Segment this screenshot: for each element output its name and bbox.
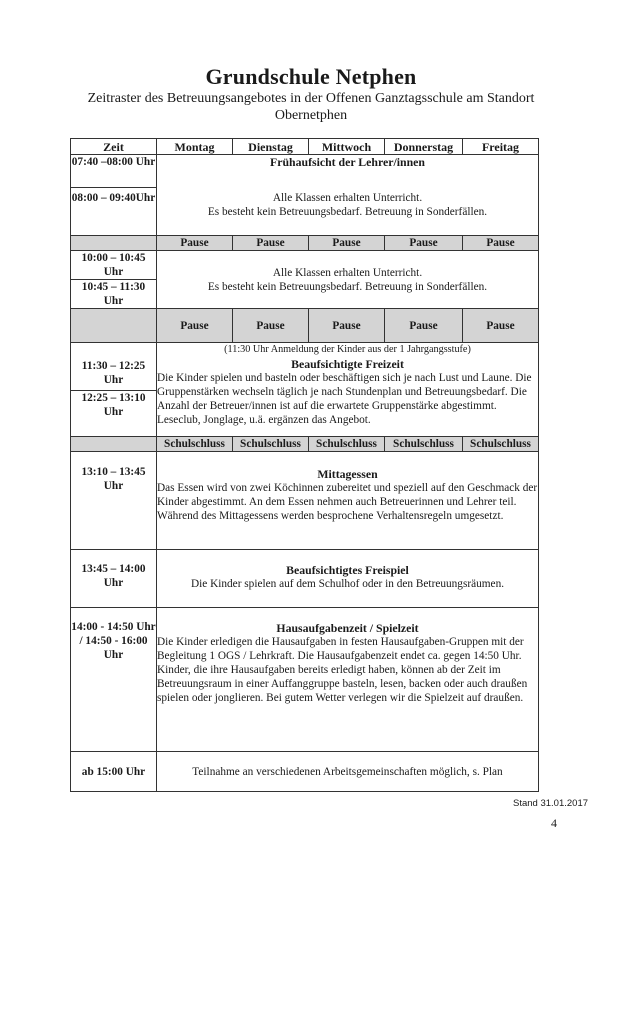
- table-row: [71, 752, 539, 792]
- pause-cell: Pause: [463, 309, 539, 343]
- table-row: [71, 608, 539, 752]
- time-cell: 13:10 – 13:45 Uhr: [71, 452, 157, 550]
- row-heading: Hausaufgabenzeit / Spielzeit: [276, 621, 419, 635]
- document-subtitle: Zeitraster des Betreuungsangebotes in der Offenen Ganztagsschule am Standort Obernetphen: [87, 91, 535, 123]
- time-cell: 07:40 –08:00 Uhr: [71, 155, 157, 188]
- content-cell: [157, 752, 539, 792]
- header-mittwoch: Mittwoch: [309, 139, 385, 155]
- document-title: Grundschule Netphen: [205, 64, 417, 89]
- time-cell: 11:30 – 12:25 Uhr: [71, 343, 157, 391]
- schedule-table: [70, 138, 539, 792]
- header-zeit: Zeit: [71, 139, 157, 155]
- row-line: Alle Klassen erhalten Unterricht.: [272, 266, 423, 279]
- header-montag: Montag: [157, 139, 233, 155]
- table-row: [71, 343, 539, 391]
- pause-cell: Pause: [385, 236, 463, 251]
- pause-time-cell: [71, 309, 157, 343]
- pause-cell: Pause: [309, 236, 385, 251]
- page-number: 4: [551, 816, 557, 830]
- schulschluss-cell: Schulschluss: [233, 437, 309, 452]
- time-cell: 14:00 - 14:50 Uhr / 14:50 - 16:00 Uhr: [71, 608, 157, 752]
- table-row: [71, 155, 539, 188]
- time-cell: 10:45 – 11:30 Uhr: [71, 280, 157, 309]
- pause-time-cell: [71, 236, 157, 251]
- pause-cell: Pause: [463, 236, 539, 251]
- schulschluss-time-cell: [71, 437, 157, 452]
- header-donnerstag: Donnerstag: [385, 139, 463, 155]
- content-cell: [157, 608, 539, 752]
- time-cell: 10:00 – 10:45 Uhr: [71, 251, 157, 280]
- content-cell: [157, 550, 539, 608]
- header-freitag: Freitag: [463, 139, 539, 155]
- time-cell: 12:25 – 13:10 Uhr: [71, 391, 157, 437]
- pause-cell: Pause: [157, 236, 233, 251]
- row-body: Kinder, die ihre Hausaufgaben bereits erledigt haben, können ab der Zeit im Betreuungsraum in einer Auffanggruppe basteln, lesen, backen oder auch draußen spielen oder jonglieren. Bei gutem Wetter verlegen wir die Spielzeit auf draußen.: [157, 664, 528, 704]
- row-heading: Frühaufsicht der Lehrer/innen: [270, 155, 425, 169]
- row-body: Die Kinder erledigen die Hausaufgaben in festen Hausaufgaben-Gruppen mit der Begleitung 1 OGS / Lehrkraft. Die Hausaufgabenzeit endet ca. gegen 14:50 Uhr.: [157, 636, 524, 662]
- pause-cell: Pause: [157, 309, 233, 343]
- row-body: Die Kinder spielen und basteln oder beschäftigen sich je nach Lust und Laune. Die Gruppenstärken wechseln täglich je nach Stundenplan und Betreuungsbedarf. Die Anzahl der Betreuer/innen ist auf die erwartete Gruppenstärke abgestimmt. Leseclub, Jonglage, u.ä. ergänzen das Angebot.: [157, 372, 532, 426]
- pause-row: [71, 309, 539, 343]
- pause-row: [71, 236, 539, 251]
- pause-cell: Pause: [309, 309, 385, 343]
- row-line: Es besteht kein Betreuungsbedarf. Betreuung in Sonderfällen.: [207, 206, 488, 218]
- content-cell: [157, 155, 539, 236]
- row-body: Das Essen wird von zwei Köchinnen zubereitet und speziell auf den Geschmack der Kinder abgestimmt. An dem Essen nehmen auch Betreuerinnen und Lehrer teil. Während des Mittagessens werden besprochene Verhaltensregeln umgesetzt.: [157, 482, 538, 522]
- schulschluss-row: [71, 437, 539, 452]
- header-row: [71, 139, 539, 155]
- row-heading: Beaufsichtigtes Freispiel: [286, 563, 409, 577]
- table-row: [71, 452, 539, 550]
- content-cell: [157, 343, 539, 437]
- pause-cell: Pause: [233, 309, 309, 343]
- stand-date: Stand 31.01.2017: [513, 798, 589, 809]
- pause-cell: Pause: [385, 309, 463, 343]
- row-body: Die Kinder spielen auf dem Schulhof oder in den Betreuungsräumen.: [190, 578, 505, 590]
- header-dienstag: Dienstag: [233, 139, 309, 155]
- schulschluss-cell: Schulschluss: [157, 437, 233, 452]
- content-cell: [157, 452, 539, 550]
- time-cell: 08:00 – 09:40Uhr: [71, 188, 157, 236]
- table-row: [71, 251, 539, 280]
- row-line: Alle Klassen erhalten Unterricht.: [272, 192, 423, 204]
- row-note: (11:30 Uhr Anmeldung der Kinder aus der 1 Jahrgangsstufe): [224, 344, 471, 355]
- schulschluss-cell: Schulschluss: [385, 437, 463, 452]
- schulschluss-cell: Schulschluss: [309, 437, 385, 452]
- row-body: Teilnahme an verschiedenen Arbeitsgemeinschaften möglich, s. Plan: [192, 765, 503, 778]
- schulschluss-cell: Schulschluss: [463, 437, 539, 452]
- content-cell: [157, 251, 539, 309]
- time-cell: ab 15:00 Uhr: [71, 752, 157, 792]
- row-heading: Mittagessen: [317, 467, 378, 481]
- row-heading: Beaufsichtigte Freizeit: [291, 357, 404, 371]
- time-cell: 13:45 – 14:00 Uhr: [71, 550, 157, 608]
- pause-cell: Pause: [233, 236, 309, 251]
- row-line: Es besteht kein Betreuungsbedarf. Betreuung in Sonderfällen.: [207, 280, 488, 293]
- table-row: [71, 550, 539, 608]
